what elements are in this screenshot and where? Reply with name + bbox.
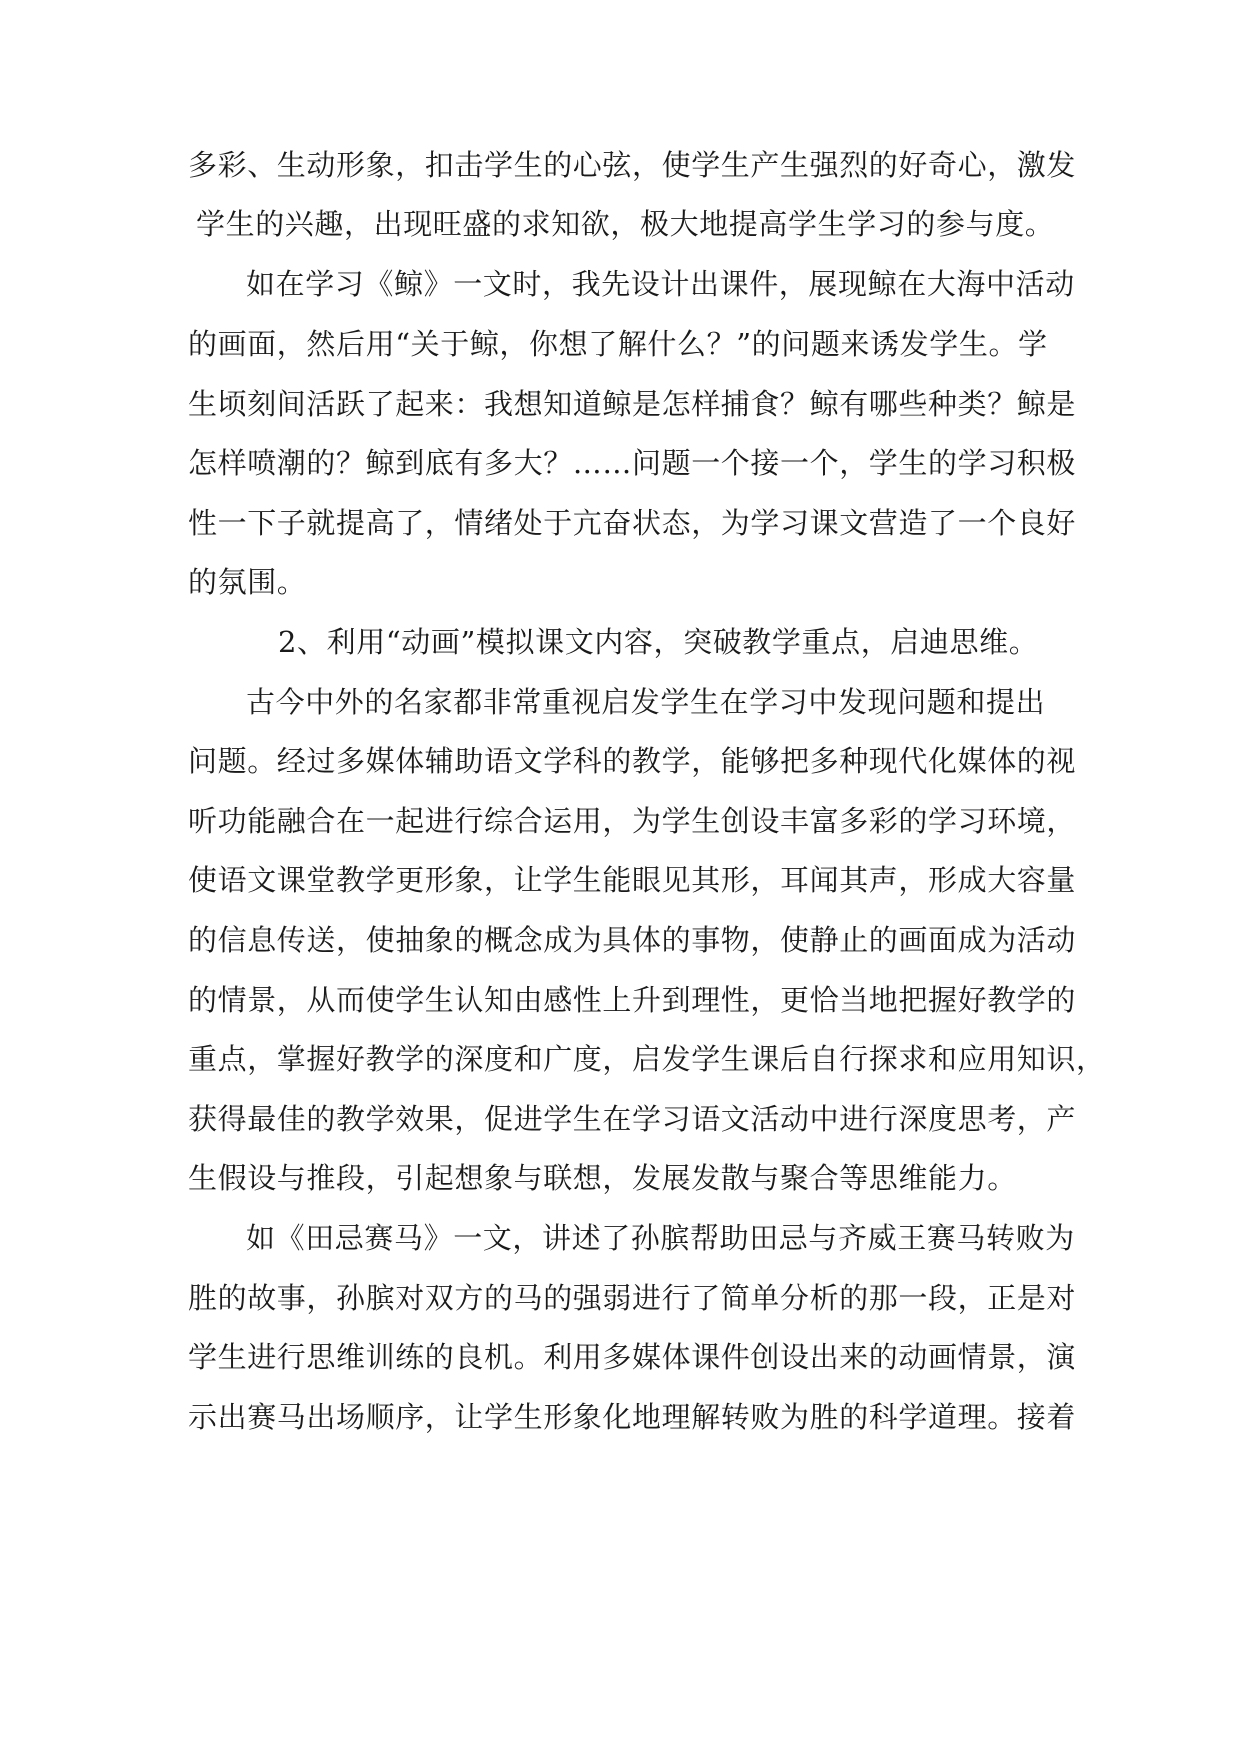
section-heading: 2、利用“动画”模拟课文内容，突破教学重点，启迪思维。: [278, 625, 1039, 659]
text-line: 示出赛马出场顺序，让学生形象化地理解转败为胜的科学道理。接着: [188, 1400, 1077, 1434]
text-line: 胜的故事，孙膑对双方的马的强弱进行了简单分析的那一段，正是对: [188, 1281, 1077, 1315]
text-line: 生假设与推段，引起想象与联想，发展发散与聚合等思维能力。: [188, 1161, 1017, 1195]
text-line: 的画面，然后用“关于鲸，你想了解什么？”的问题来诱发学生。学: [188, 327, 1048, 361]
text-line: 重点，掌握好教学的深度和广度，启发学生课后自行探求和应用知识，: [188, 1042, 1106, 1076]
text-line: 听功能融合在一起进行综合运用，为学生创设丰富多彩的学习环境，: [188, 804, 1077, 838]
text-line: 的氛围。: [188, 565, 307, 599]
text-line: 获得最佳的教学效果，促进学生在学习语文活动中进行深度思考，产: [188, 1102, 1077, 1136]
text-line: 生顷刻间活跃了起来：我想知道鲸是怎样捕食？鲸有哪些种类？鲸是: [188, 387, 1077, 421]
text-line: 怎样喷潮的？鲸到底有多大？……问题一个接一个，学生的学习积极: [188, 446, 1077, 480]
text-line: 的信息传送，使抽象的概念成为具体的事物，使静止的画面成为活动: [188, 923, 1077, 957]
text-line: 学生进行思维训练的良机。利用多媒体课件创设出来的动画情景，演: [188, 1340, 1077, 1374]
paragraph-start-line: 如《田忌赛马》一文，讲述了孙膑帮助田忌与齐威王赛马转败为: [246, 1221, 1075, 1255]
text-line: 性一下子就提高了，情绪处于亢奋状态，为学习课文营造了一个良好: [188, 506, 1077, 540]
text-line: 多彩、生动形象，扣击学生的心弦，使学生产生强烈的好奇心，激发: [188, 148, 1077, 182]
paragraph-start-line: 如在学习《鲸》一文时，我先设计出课件，展现鲸在大海中活动: [246, 267, 1075, 301]
text-line: 使语文课堂教学更形象，让学生能眼见其形，耳闻其声，形成大容量: [188, 863, 1077, 897]
text-line: 问题。经过多媒体辅助语文学科的教学，能够把多种现代化媒体的视: [188, 744, 1077, 778]
paragraph-start-line: 古今中外的名家都非常重视启发学生在学习中发现问题和提出: [246, 685, 1046, 719]
text-line: 学生的兴趣，出现旺盛的求知欲，极大地提高学生学习的参与度。: [196, 207, 1055, 241]
text-line: 的情景，从而使学生认知由感性上升到理性，更恰当地把握好教学的: [188, 983, 1077, 1017]
